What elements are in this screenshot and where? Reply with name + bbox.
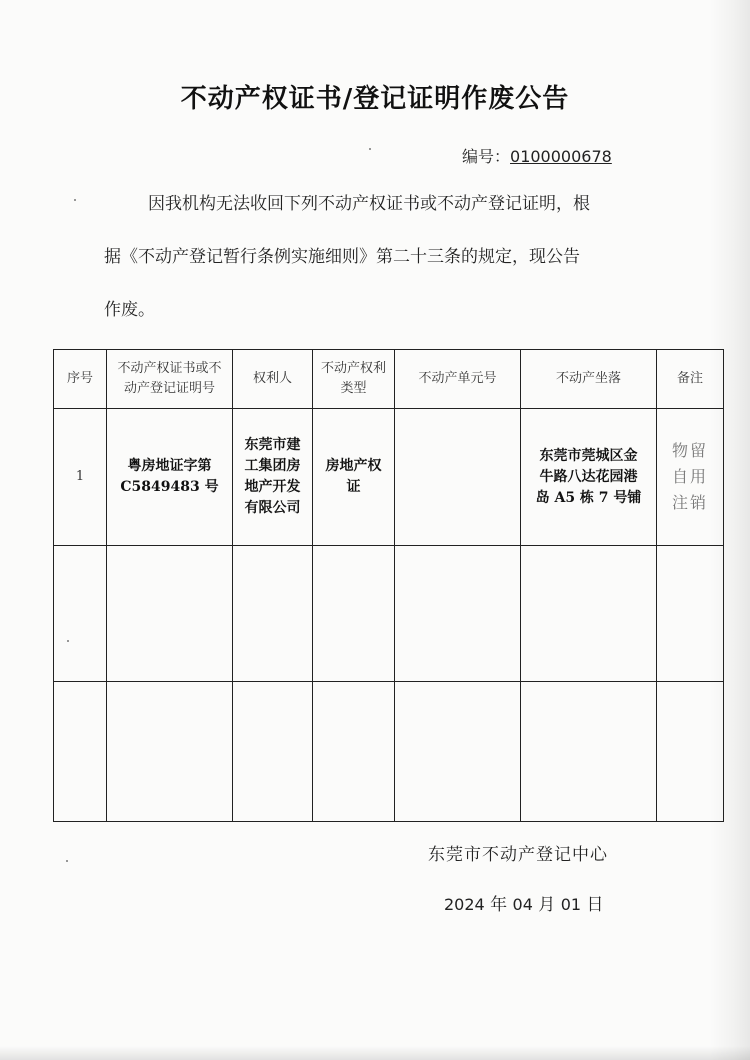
cell-right-type-line-2: 证 [346, 479, 361, 495]
header-right-type-line-2: 类型 [340, 381, 367, 396]
header-cert-no [107, 350, 233, 409]
doc-number [462, 144, 612, 167]
cell-cert-no-line-2: C5849483 号 [120, 479, 219, 495]
empty-cell [395, 546, 521, 682]
cell-holder [233, 409, 313, 546]
cell-location [521, 409, 657, 546]
scan-bottom-shadow [0, 1046, 750, 1060]
table-row [54, 409, 724, 546]
notice-line-1-text: 因我机构无法收回下列不动产权证书或不动产登记证明，根 [148, 194, 590, 214]
cell-holder-line-2: 工集团房 [244, 458, 301, 474]
header-location: 不动产坐落 [521, 350, 657, 409]
page-title: 不动产权证书/登记证明作废公告 [180, 84, 570, 114]
cell-holder-line-3: 地产开发 [244, 479, 301, 495]
scan-speck [74, 199, 76, 201]
notice-body [104, 178, 684, 337]
notice-table [53, 349, 724, 822]
table-header-row [54, 350, 724, 409]
empty-cell [233, 682, 313, 822]
header-right-type [313, 350, 395, 409]
date-day: 01 [560, 895, 582, 914]
empty-cell [107, 682, 233, 822]
cell-remark-line-3: 注销 [671, 493, 708, 512]
cell-right-type-line-1: 房地产权 [325, 458, 382, 474]
cell-remark-line-1: 物留 [671, 441, 708, 460]
empty-cell [657, 682, 724, 822]
doc-number-value: 0100000678 [510, 147, 612, 166]
scan-speck [66, 860, 68, 862]
date-day-unit: 日 [586, 895, 604, 915]
cell-cert-no-line-1: 粤房地证字第 [127, 458, 212, 474]
cell-remark-line-2: 自用 [671, 467, 708, 486]
cell-seq: 1 [54, 409, 107, 546]
header-right-type-line-1: 不动产权利 [320, 361, 386, 376]
header-unit-no: 不动产单元号 [395, 350, 521, 409]
notice-line-1 [104, 178, 684, 231]
empty-cell [233, 546, 313, 682]
empty-cell [657, 546, 724, 682]
scan-speck [369, 148, 371, 150]
cell-location-line-1: 东莞市莞城区金 [539, 447, 638, 464]
header-remark: 备注 [657, 350, 724, 409]
empty-cell [313, 546, 395, 682]
empty-cell [521, 546, 657, 682]
cell-cert-no [107, 409, 233, 546]
header-cert-no-line-1: 不动产权证书或不 [117, 361, 222, 376]
empty-cell [54, 546, 107, 682]
notice-line-2: 据《不动产登记暂行条例实施细则》第二十三条的规定，现公告 [104, 247, 580, 267]
cell-holder-line-1: 东莞市建 [244, 437, 301, 453]
issue-date [444, 890, 603, 915]
date-month: 04 [512, 895, 533, 914]
table-row-empty [54, 546, 724, 682]
cell-right-type [313, 409, 395, 546]
date-year-unit: 年 [490, 895, 508, 915]
cell-unit-no [395, 409, 521, 546]
empty-cell [395, 682, 521, 822]
header-seq: 序号 [54, 350, 107, 409]
issuing-organization: 东莞市不动产登记中心 [428, 845, 608, 865]
date-year: 2024 [444, 895, 485, 914]
doc-number-label: 编号： [462, 147, 511, 166]
table-row-empty [54, 682, 724, 822]
date-month-unit: 月 [538, 895, 556, 915]
empty-cell [107, 546, 233, 682]
empty-cell [313, 682, 395, 822]
header-holder: 权利人 [233, 350, 313, 409]
empty-cell [54, 682, 107, 822]
cell-location-line-3: 岛 A5 栋 7 号铺 [535, 489, 642, 506]
header-cert-no-line-2: 动产登记证明号 [123, 381, 215, 396]
cell-remark [657, 409, 724, 546]
empty-cell [521, 682, 657, 822]
notice-line-3: 作废。 [104, 300, 155, 320]
scan-speck [67, 640, 69, 642]
cell-holder-line-4: 有限公司 [244, 500, 301, 516]
cell-location-line-2: 牛路八达花园港 [539, 468, 638, 485]
